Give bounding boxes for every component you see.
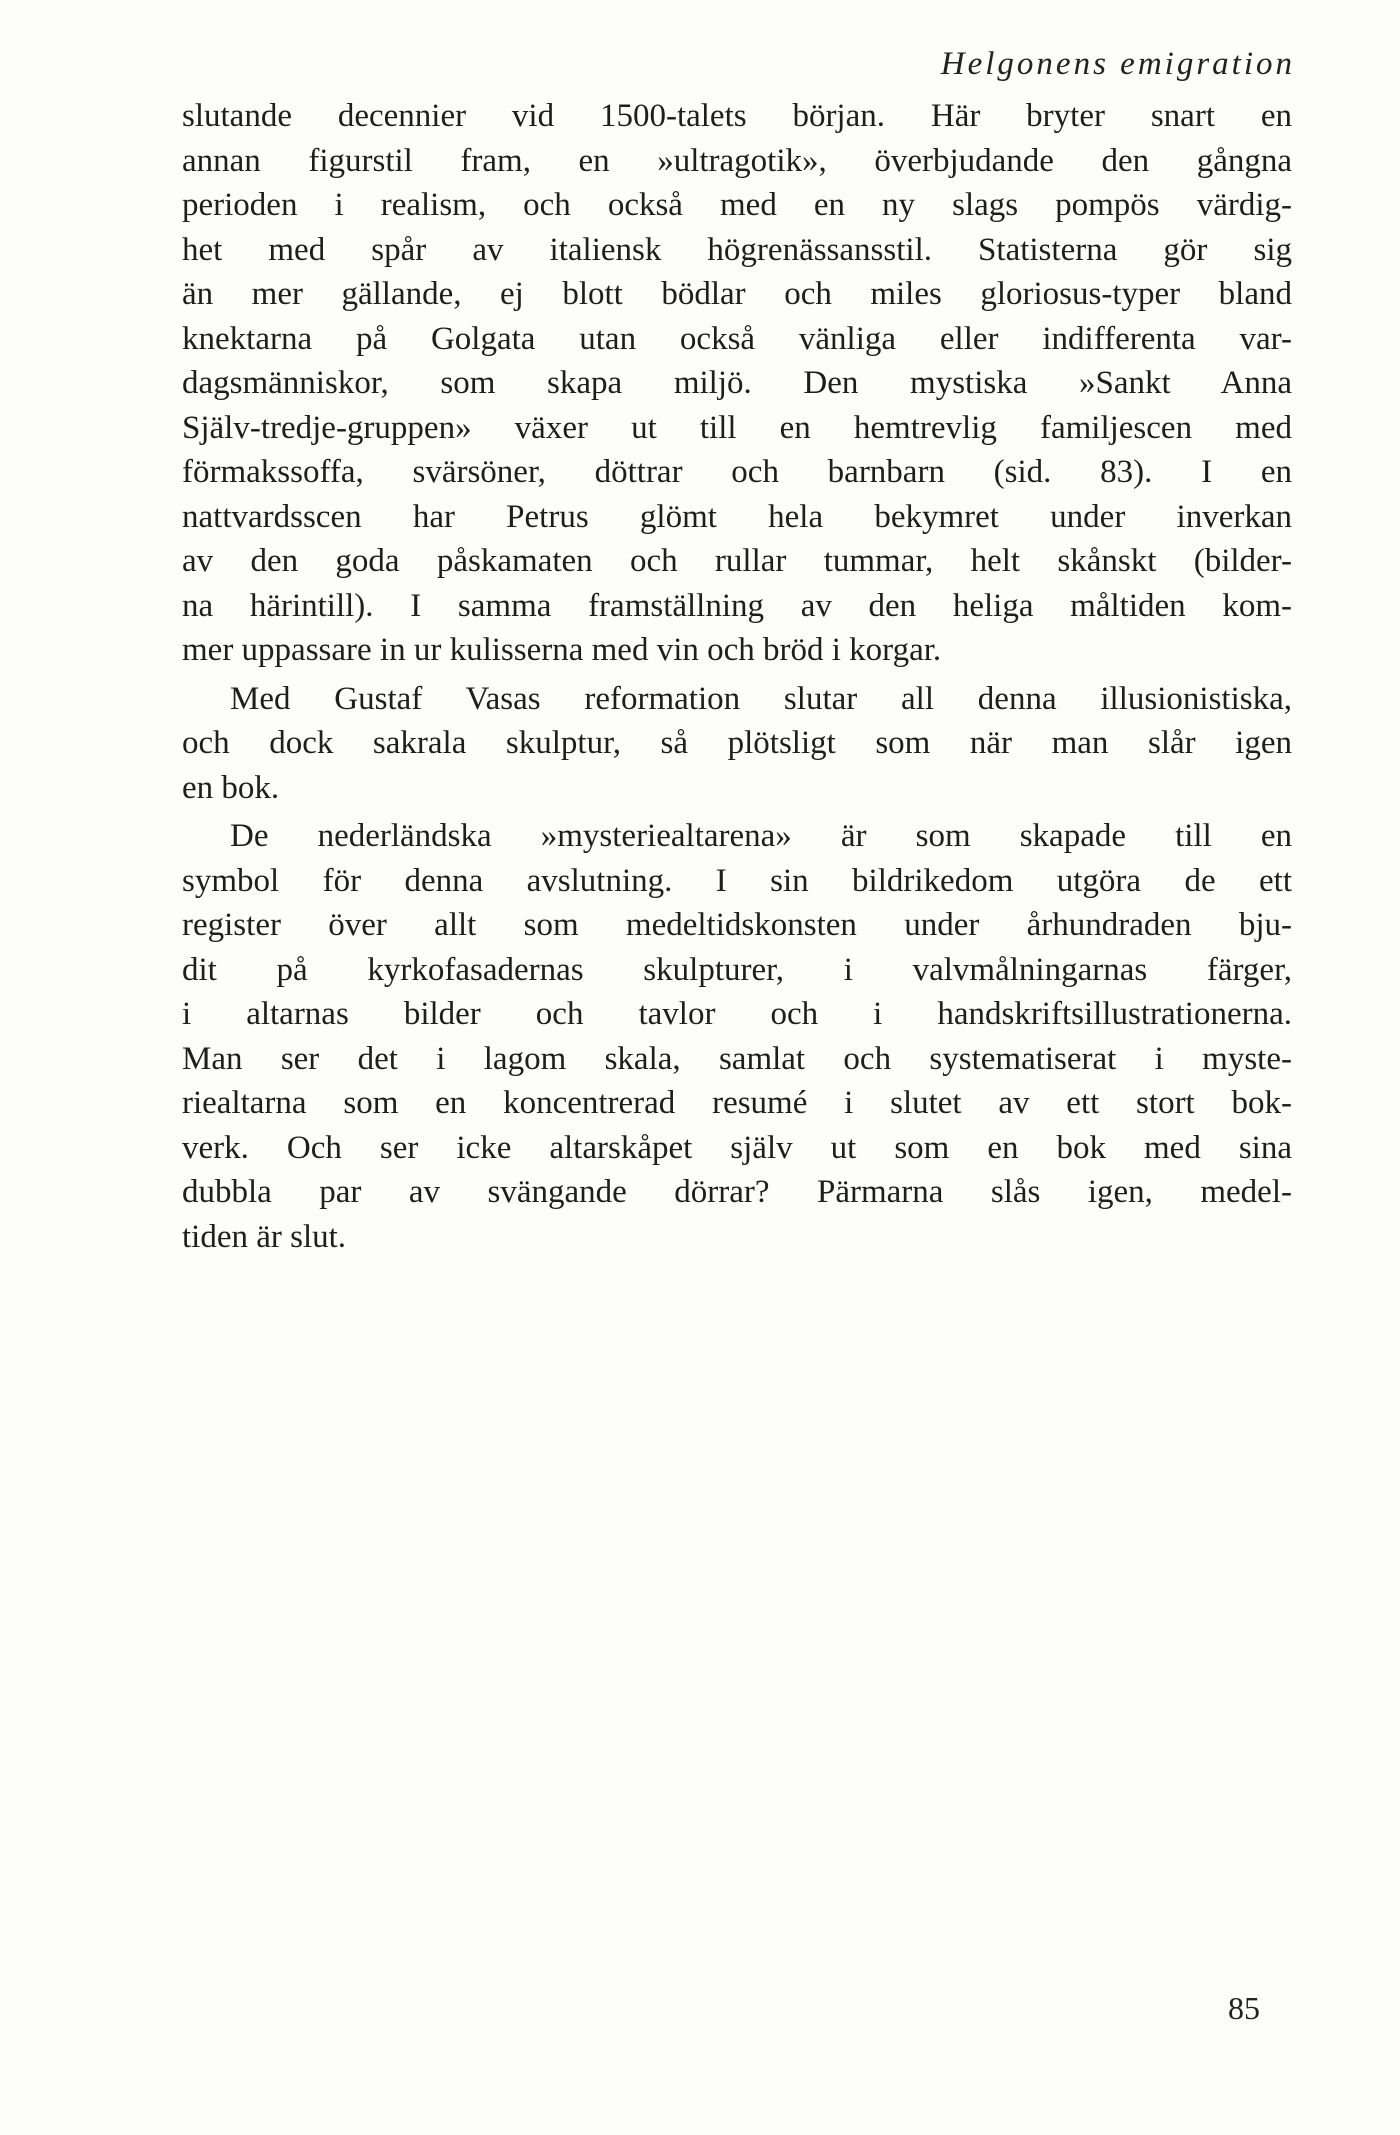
text-line: perioden i realism, och också med en ny slags pompös värdig- xyxy=(182,187,1292,223)
text-line: het med spår av italiensk högrenässansstil. Statisterna gör sig xyxy=(182,231,1292,268)
paragraph-1 xyxy=(182,94,1292,673)
paragraph-3 xyxy=(182,814,1292,1259)
text-line: dit på kyrkofasadernas skulpturer, i valvmålningarnas färger, xyxy=(182,951,1292,988)
running-head: Helgonens emigration xyxy=(940,46,1295,82)
text-line: tiden är slut. xyxy=(182,1218,347,1255)
text-line: förmakssoffa, svärsöner, döttrar och barnbarn (sid. 83). I en xyxy=(182,454,1292,490)
text-line: Man ser det i lagom skala, samlat och systematiserat i myste- xyxy=(182,1040,1292,1077)
text-line: verk. Och ser icke altarskåpet själv ut som en bok med sina xyxy=(182,1129,1292,1166)
body-text xyxy=(182,94,1292,1259)
text-line: knektarna på Golgata utan också vänliga eller indifferenta var- xyxy=(182,320,1292,357)
text-line: och dock sakrala skulptur, så plötsligt som när man slår igen xyxy=(182,725,1292,761)
text-line: dubbla par av svängande dörrar? Pärmarna slås igen, medel- xyxy=(182,1174,1292,1210)
text-line: na härintill). I samma framställning av den heliga måltiden kom- xyxy=(182,587,1292,624)
text-line: symbol för denna avslutning. I sin bildrikedom utgöra de ett xyxy=(182,862,1292,899)
text-line: annan figurstil fram, en »ultragotik», överbjudande den gångna xyxy=(182,142,1292,179)
text-line: i altarnas bilder och tavlor och i handskriftsillustrationerna. xyxy=(182,996,1292,1032)
page-number: 85 xyxy=(1228,1990,1260,2026)
text-line: Själv-tredje-gruppen» växer ut till en hemtrevlig familjescen med xyxy=(182,409,1292,446)
text-line: De nederländska »mysteriealtarena» är som skapade till en xyxy=(230,818,1292,854)
text-line: nattvardsscen har Petrus glömt hela bekymret under inverkan xyxy=(182,498,1292,535)
text-line: register över allt som medeltidskonsten under århundraden bju- xyxy=(182,907,1292,943)
paragraph-2 xyxy=(182,677,1292,811)
text-line: än mer gällande, ej blott bödlar och miles gloriosus-typer bland xyxy=(182,276,1292,312)
text-line: mer uppassare in ur kulisserna med vin och bröd i korgar. xyxy=(182,632,942,668)
text-line: av den goda påskamaten och rullar tummar, helt skånskt (bilder- xyxy=(182,543,1292,579)
text-line: Med Gustaf Vasas reformation slutar all denna illusionistiska, xyxy=(230,680,1292,717)
text-line: dagsmänniskor, som skapa miljö. Den mystiska »Sankt Anna xyxy=(182,365,1292,401)
text-line: riealtarna som en koncentrerad resumé i slutet av ett stort bok- xyxy=(182,1085,1292,1121)
text-line: en bok. xyxy=(182,769,280,806)
text-line: slutande decennier vid 1500-talets början. Här bryter snart en xyxy=(182,98,1292,134)
